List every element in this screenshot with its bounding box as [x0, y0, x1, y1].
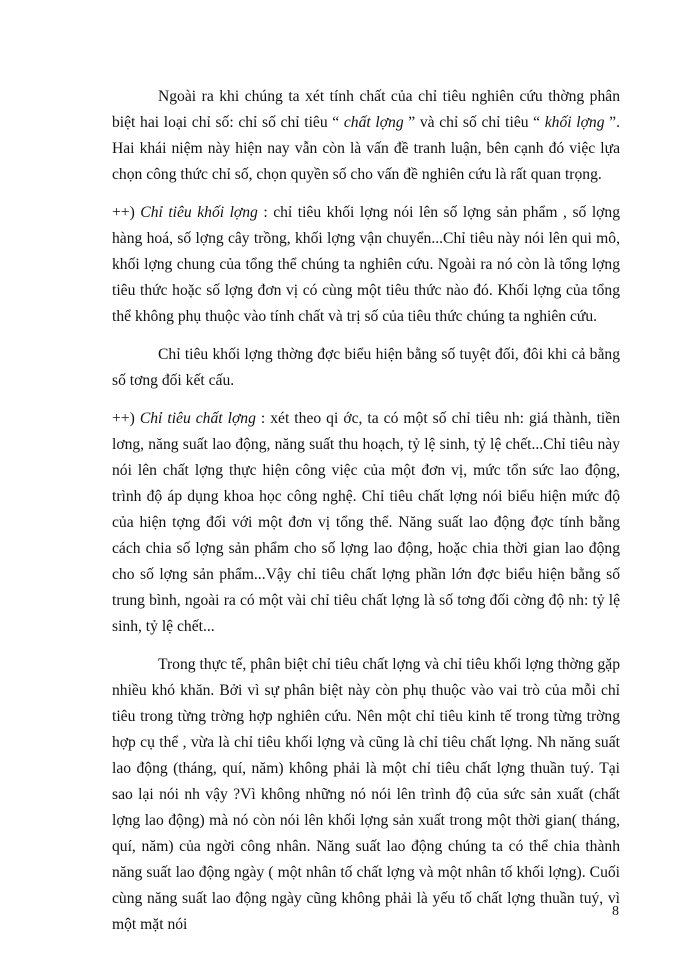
text-run: : chỉ tiêu khối lợng nói lên số lợng sản phẩm , số lợng hàng hoá, số lợng cây trồng, khối lợng vận chuyển...Chỉ tiêu này nói lên qui mô, khối lợng chung của tổng thể chúng ta nghiên cứu. Ngoài ra nó còn là tổng lợng tiêu thức hoặc số lợng đơn vị có cùng một tiêu thức nào đó. Khối lợng của tổng thể không phụ thuộc vào tính chất và trị số của tiêu thức chúng ta nghiên cứu. — [112, 204, 620, 325]
text-run: ” và chỉ số chỉ tiêu “ — [403, 114, 545, 131]
paragraph-volume-expression — [112, 342, 620, 394]
page-number: 8 — [612, 904, 619, 919]
text-run: Ngoài ra khi chúng ta xét tính chất của chỉ tiêu nghiên cứu thờng phân biệt hai loại chỉ số: chỉ số chỉ tiêu “ — [112, 88, 620, 131]
page-body — [112, 84, 620, 938]
italic-term: khối lợng — [544, 114, 605, 131]
text-run: : xét theo qi ớc, ta có một số chỉ tiêu nh: giá thành, tiền lơng, năng suất lao động, năng suất thu hoạch, tỷ lệ sinh, tỷ lệ chết...Chỉ tiêu này nói lên chất lợng thực hiện công việc của một đơn vị, mức tổn sức lao động, trình độ áp dụng khoa học công nghệ. Chỉ tiêu chất lợng nói biểu hiện mức độ của hiện tợng đối với một đơn vị tổng thể. Năng suất lao động đợc tính bằng cách chia số lợng sản phẩm cho số lợng lao động, hoặc chia thời gian lao động cho số lợng sản phẩm...Vậy chỉ tiêu chất lợng phần lớn đợc biểu hiện bằng số trung bình, ngoài ra có một vài chỉ tiêu chất lợng là số tơng đối cờng độ nh: tỷ lệ sinh, tỷ lệ chết... — [112, 410, 620, 635]
italic-term: Chỉ tiêu chất lợng — [139, 410, 256, 427]
italic-term: Chỉ tiêu khối lợng — [140, 204, 258, 221]
paragraph-volume-indicator — [112, 200, 620, 330]
text-run: Trong thực tế, phân biệt chỉ tiêu chất lợng và chỉ tiêu khối lợng thờng gặp nhiều khó khăn. Bởi vì sự phân biệt này còn phụ thuộc vào vai trò của mỗi chỉ tiêu trong từng trờng hợp nghiên cứu. Nên một chỉ tiêu kinh tế trong từng trờng hợp cụ thể , vừa là chỉ tiêu khối lợng và cũng là chỉ tiêu chất lợng. Nh năng suất lao động (tháng, quí, năm) không phải là một chỉ tiêu chất lợng thuần tuý. Tại sao lại nói nh vậy ?Vì không những nó nói lên trình độ của sức sản xuất (chất lợng lao động) mà nó còn nói lên khối lợng sản xuất trong một thời gian( tháng, quí, năm) của ngời công nhân. Năng suất lao động chúng ta có thể chia thành năng suất lao động ngày ( một nhân tố chất lợng và một nhân tố khối lợng). Cuối cùng năng suất lao động ngày cũng không phải là yếu tố chất lợng thuần tuý, vì một mặt nói — [112, 656, 620, 933]
paragraph-quality-indicator — [112, 406, 620, 640]
text-run: ++) — [112, 410, 140, 427]
italic-term: chất lợng — [343, 114, 404, 131]
paragraph-distinction — [112, 652, 620, 938]
text-run: Chỉ tiêu khối lợng thờng đợc biểu hiện bằng số tuyệt đối, đôi khi cả bằng số tơng đối kết cấu. — [112, 346, 620, 389]
paragraph-intro — [112, 84, 620, 188]
text-run: ++) — [112, 204, 141, 221]
text-run: ”. Hai khái niệm này hiện nay vẫn còn là vấn đề tranh luận, bên cạnh đó việc lựa chọn công thức chỉ số, chọn quyền số cho vấn đề nghiên cứu là rất quan trọng. — [112, 114, 620, 183]
